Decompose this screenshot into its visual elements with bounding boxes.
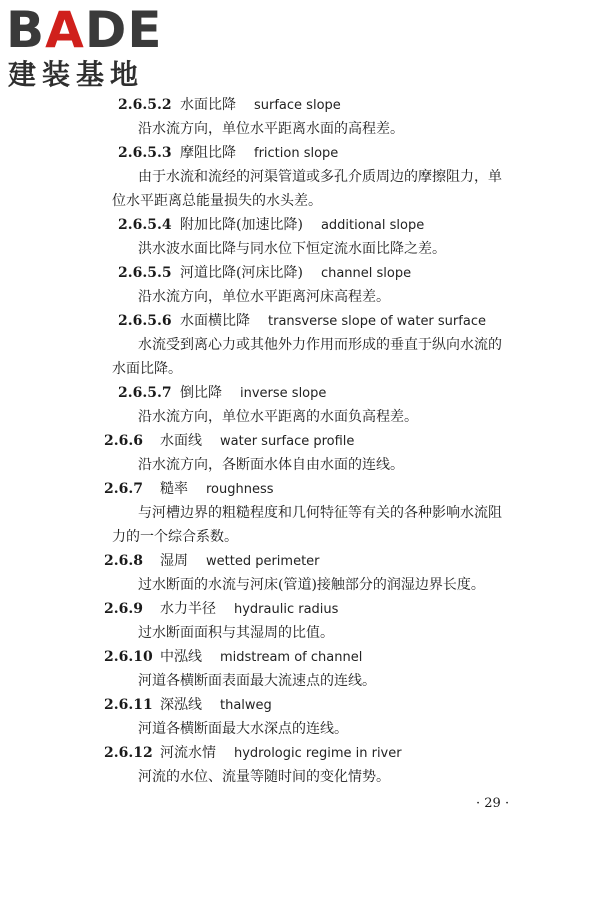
entry-number: 2.6.5.5 [118, 265, 172, 281]
entry-number: 2.6.12 [104, 745, 153, 761]
entry-number: 2.6.11 [104, 697, 153, 713]
logo-letter-b: B [6, 1, 46, 59]
entry-term-english: wetted perimeter [206, 554, 320, 569]
entry-term-english: midstream of channel [220, 650, 363, 665]
entry-definition-line: 过水断面的水流与河床(管道)接触部分的润湿边界长度。 [138, 577, 485, 593]
entry-heading [118, 311, 486, 332]
entry-definition-line: 河道各横断面表面最大流速点的连线。 [138, 673, 376, 689]
entry-term-chinese: 糙率 [160, 481, 188, 497]
entry-term-chinese: 水力半径 [160, 601, 216, 617]
entry-number: 2.6.8 [104, 553, 143, 569]
entry-heading [118, 215, 424, 236]
entry-term-english: roughness [206, 482, 274, 497]
entry-definition-line: 力的一个综合系数。 [112, 529, 238, 545]
entry-definition-line: 位水平距离总能量损失的水头差。 [112, 193, 322, 209]
entry-number: 2.6.5.4 [118, 217, 172, 233]
entry-definition-line: 洪水波水面比降与同水位下恒定流水面比降之差。 [138, 241, 446, 257]
entry-number: 2.6.5.7 [118, 385, 172, 401]
entry-term-english: hydrologic regime in river [234, 746, 402, 761]
entry-term-chinese: 附加比降(加速比降) [180, 217, 303, 233]
entry-term-chinese: 河道比降(河床比降) [180, 265, 303, 281]
entry-term-english: additional slope [320, 218, 425, 233]
entry-term-english: surface slope [254, 98, 341, 113]
entry-term-english: friction slope [254, 146, 339, 161]
entry-definition-line: 河道各横断面最大水深点的连线。 [138, 721, 348, 737]
entry-term-chinese: 摩阻比降 [180, 145, 236, 161]
entry-number: 2.6.5.2 [118, 97, 172, 113]
entry-definition-line: 沿水流方向，单位水平距离水面的高程差。 [138, 121, 404, 137]
entry-term-english: hydraulic radius [234, 602, 339, 617]
entry-term-english: inverse slope [240, 386, 327, 401]
entry-heading [104, 479, 274, 500]
entry-heading [104, 431, 354, 452]
entry-heading [118, 263, 411, 284]
entry-number: 2.6.6 [104, 433, 143, 449]
entry-term-chinese: 湿周 [160, 553, 188, 569]
entry-heading [104, 647, 362, 668]
entry-term-english: thalweg [220, 698, 272, 713]
entry-heading [104, 695, 272, 716]
logo-letter-a-red: A [45, 1, 85, 59]
entry-term-chinese: 河流水情 [160, 745, 216, 761]
entry-term-chinese: 倒比降 [180, 385, 222, 401]
entry-number: 2.6.9 [104, 601, 143, 617]
entry-number: 2.6.7 [104, 481, 143, 497]
entry-term-chinese: 水面比降 [180, 97, 236, 113]
entry-definition-line: 过水断面面积与其湿周的比值。 [138, 625, 334, 641]
entry-definition-line: 沿水流方向，单位水平距离的水面负高程差。 [138, 409, 418, 425]
entry-definition-line: 河流的水位、流量等随时间的变化情势。 [138, 769, 390, 785]
entry-definition-line: 水面比降。 [112, 361, 182, 377]
entry-term-chinese: 水面横比降 [180, 313, 250, 329]
logo-letters-de: DE [84, 1, 163, 59]
entry-term-english: transverse slope of water surface [268, 314, 486, 329]
entry-term-english: channel slope [320, 266, 412, 281]
entry-heading [104, 599, 338, 620]
entry-number: 2.6.5.3 [118, 145, 172, 161]
entry-heading [104, 551, 320, 572]
entry-definition-line: 水流受到离心力或其他外力作用而形成的垂直于纵向水流的 [138, 337, 502, 353]
entry-definition-line: 由于水流和流经的河渠管道或多孔介质周边的摩擦阻力，单 [138, 169, 502, 185]
entry-term-chinese: 水面线 [160, 433, 202, 449]
entry-heading [118, 95, 341, 116]
entry-heading [118, 143, 338, 164]
entry-number: 2.6.5.6 [118, 313, 172, 329]
entry-definition-line: 与河槽边界的粗糙程度和几何特征等有关的各种影响水流阻 [138, 505, 502, 521]
entry-number: 2.6.10 [104, 649, 153, 665]
logo-latin-text [6, 1, 163, 59]
page-number: · 29 · [476, 796, 510, 811]
entry-term-chinese: 中泓线 [160, 649, 202, 665]
entry-term-english: water surface profile [220, 434, 355, 449]
entry-definition-line: 沿水流方向，单位水平距离河床高程差。 [138, 289, 390, 305]
entry-definition-line: 沿水流方向，各断面水体自由水面的连线。 [138, 457, 404, 473]
logo-chinese-text: 建装基地 [8, 58, 145, 91]
entry-heading [118, 383, 326, 404]
bade-logo [6, 1, 176, 94]
entry-heading [104, 743, 402, 764]
entry-term-chinese: 深泓线 [160, 697, 202, 713]
